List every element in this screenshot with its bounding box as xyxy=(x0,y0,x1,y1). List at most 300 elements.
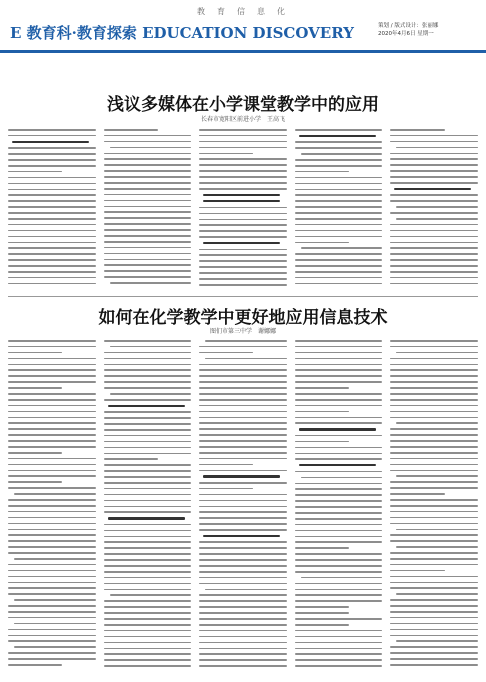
text-line xyxy=(295,453,383,455)
text-line xyxy=(8,487,96,489)
text-line xyxy=(295,642,383,644)
text-line xyxy=(390,570,444,572)
text-line xyxy=(8,265,96,267)
text-line xyxy=(390,182,478,184)
article-1-byline: 长春市宽阳区前进小学 王高飞 xyxy=(200,116,285,123)
text-line xyxy=(295,352,383,354)
text-line xyxy=(104,511,192,513)
text-line xyxy=(199,393,287,395)
text-line xyxy=(8,352,62,354)
text-line xyxy=(8,183,96,185)
text-line xyxy=(199,236,287,238)
text-line xyxy=(199,606,287,608)
text-line xyxy=(104,630,192,632)
text-line xyxy=(104,223,192,225)
text-line xyxy=(104,129,158,131)
text-line xyxy=(390,158,478,160)
text-line xyxy=(199,446,287,448)
text-line xyxy=(104,399,192,401)
text-line xyxy=(199,541,287,543)
text-line xyxy=(199,158,287,160)
text-line xyxy=(199,624,287,626)
text-line xyxy=(390,271,478,273)
text-line xyxy=(8,259,96,261)
text-line xyxy=(295,524,383,526)
text-line xyxy=(199,381,287,383)
text-line xyxy=(199,147,287,149)
text-line xyxy=(390,464,478,466)
text-line xyxy=(104,270,192,272)
text-line xyxy=(299,464,376,466)
text-line xyxy=(8,446,96,448)
text-line xyxy=(199,636,287,638)
text-line xyxy=(390,411,478,413)
text-line xyxy=(8,153,96,155)
text-line xyxy=(8,369,96,371)
text-line xyxy=(104,494,192,496)
text-line xyxy=(295,636,383,638)
text-line xyxy=(295,500,383,502)
text-line xyxy=(199,254,287,256)
text-line xyxy=(390,253,478,255)
text-line xyxy=(390,153,478,155)
text-line xyxy=(8,200,96,202)
text-line xyxy=(104,241,192,243)
text-line xyxy=(199,511,287,513)
text-line xyxy=(390,440,478,442)
text-line xyxy=(295,200,383,202)
text-line xyxy=(390,658,478,660)
text-line xyxy=(199,188,287,190)
text-line xyxy=(301,247,383,249)
text-line xyxy=(8,428,96,430)
text-line xyxy=(104,352,192,354)
text-line xyxy=(199,417,287,419)
text-line xyxy=(199,612,287,614)
text-line xyxy=(104,482,192,484)
text-line xyxy=(299,428,376,430)
text-line xyxy=(396,206,478,208)
text-line xyxy=(104,606,192,608)
text-line xyxy=(295,405,383,407)
text-line xyxy=(295,165,383,167)
text-line xyxy=(14,623,96,625)
text-line xyxy=(199,352,253,354)
text-line xyxy=(295,565,383,567)
text-line xyxy=(295,183,383,185)
text-line xyxy=(104,553,192,555)
text-line xyxy=(390,358,478,360)
text-line xyxy=(104,624,192,626)
text-line xyxy=(390,141,478,143)
text-line xyxy=(390,664,478,666)
text-line xyxy=(8,635,96,637)
text-line xyxy=(295,559,383,561)
text-column xyxy=(199,129,287,290)
text-column xyxy=(295,340,383,671)
text-line xyxy=(295,648,383,650)
text-line xyxy=(295,159,383,161)
edition-info xyxy=(378,22,478,38)
text-line xyxy=(295,259,383,261)
text-line xyxy=(8,582,96,584)
text-line xyxy=(8,358,96,360)
text-line xyxy=(104,435,192,437)
text-line xyxy=(295,483,383,485)
text-line xyxy=(104,458,158,460)
text-line xyxy=(199,170,287,172)
text-line xyxy=(104,488,192,490)
text-column xyxy=(8,340,96,670)
text-line xyxy=(199,153,253,155)
text-line xyxy=(199,523,287,525)
text-line xyxy=(390,230,478,232)
text-line xyxy=(390,340,478,342)
text-line xyxy=(8,346,96,348)
text-line xyxy=(199,630,287,632)
text-line xyxy=(108,517,185,519)
text-line xyxy=(104,530,192,532)
text-line xyxy=(8,658,96,660)
text-line xyxy=(8,587,96,589)
text-line xyxy=(104,583,192,585)
text-line xyxy=(390,170,478,172)
text-line xyxy=(203,242,280,244)
text-line xyxy=(8,452,62,454)
text-line xyxy=(390,623,478,625)
text-line xyxy=(8,399,96,401)
text-line xyxy=(199,375,287,377)
text-line xyxy=(203,475,280,477)
text-line xyxy=(390,564,478,566)
text-line xyxy=(203,194,280,196)
text-line xyxy=(390,164,478,166)
text-line xyxy=(104,589,192,591)
text-line xyxy=(390,458,478,460)
text-line xyxy=(104,164,192,166)
text-line xyxy=(390,517,478,519)
text-line xyxy=(295,147,383,149)
text-line xyxy=(104,217,192,219)
text-line xyxy=(8,546,96,548)
text-line xyxy=(199,440,287,442)
text-line xyxy=(199,500,287,502)
text-line xyxy=(8,664,62,666)
text-line xyxy=(199,464,253,466)
text-line xyxy=(295,536,383,538)
text-line xyxy=(8,576,96,578)
text-line xyxy=(104,547,192,549)
text-line xyxy=(390,635,478,637)
text-line xyxy=(104,235,192,237)
text-line xyxy=(8,499,96,501)
text-line xyxy=(199,411,287,413)
text-line xyxy=(295,441,349,443)
text-line xyxy=(104,648,192,650)
text-line xyxy=(390,505,478,507)
text-line xyxy=(390,434,478,436)
text-line xyxy=(104,559,192,561)
text-line xyxy=(295,600,383,602)
text-line xyxy=(199,506,287,508)
text-line xyxy=(199,482,287,484)
text-line xyxy=(104,375,192,377)
text-line xyxy=(8,271,96,273)
text-line xyxy=(8,283,96,285)
text-line xyxy=(199,176,287,178)
text-line xyxy=(396,593,478,595)
text-line xyxy=(390,511,478,513)
text-line xyxy=(8,364,96,366)
text-line xyxy=(8,552,96,554)
text-line xyxy=(295,422,383,424)
text-line xyxy=(8,422,96,424)
text-line xyxy=(104,411,192,413)
text-line xyxy=(295,364,383,366)
text-line xyxy=(390,135,478,137)
text-line xyxy=(390,481,478,483)
text-line xyxy=(390,236,478,238)
text-line xyxy=(8,177,96,179)
text-line xyxy=(199,600,287,602)
text-line xyxy=(104,206,192,208)
text-line xyxy=(199,405,287,407)
text-line xyxy=(295,512,383,514)
text-line xyxy=(199,547,287,549)
text-line xyxy=(8,540,96,542)
text-line xyxy=(390,582,478,584)
text-line xyxy=(199,369,287,371)
text-line xyxy=(390,283,478,285)
text-line xyxy=(295,230,383,232)
text-line xyxy=(8,405,96,407)
top-line: 教育信息化 xyxy=(197,7,297,16)
text-line xyxy=(295,665,383,667)
text-line xyxy=(199,659,287,661)
text-line xyxy=(104,141,192,143)
text-line xyxy=(199,346,287,348)
editor-info: 策划 / 版式设计：张丽娜 xyxy=(378,23,439,29)
masthead xyxy=(0,16,486,50)
text-line xyxy=(8,475,96,477)
text-line xyxy=(396,475,478,477)
text-line xyxy=(390,200,478,202)
text-line xyxy=(104,636,192,638)
text-line xyxy=(199,387,287,389)
text-line xyxy=(390,487,478,489)
text-line xyxy=(199,399,287,401)
text-line xyxy=(295,358,383,360)
text-line xyxy=(8,570,96,572)
text-line xyxy=(199,583,287,585)
text-line xyxy=(295,218,383,220)
text-line xyxy=(199,164,287,166)
text-line xyxy=(295,494,383,496)
text-line xyxy=(104,135,192,137)
text-line xyxy=(8,617,96,619)
text-line xyxy=(8,517,96,519)
text-line xyxy=(295,177,383,179)
text-line xyxy=(390,176,478,178)
text-line xyxy=(199,284,287,286)
text-line xyxy=(199,224,287,226)
text-line xyxy=(390,452,478,454)
text-line xyxy=(295,171,349,173)
text-line xyxy=(295,518,383,520)
text-line xyxy=(295,589,383,591)
text-line xyxy=(199,266,287,268)
text-line xyxy=(295,612,349,614)
text-line xyxy=(104,188,192,190)
text-line xyxy=(104,182,192,184)
text-line xyxy=(8,440,96,442)
text-line xyxy=(8,135,96,137)
text-line xyxy=(104,659,192,661)
text-line xyxy=(295,277,383,279)
text-line xyxy=(199,665,287,667)
text-column xyxy=(8,129,96,289)
text-line xyxy=(104,665,192,667)
text-line xyxy=(295,253,383,255)
text-line xyxy=(199,577,287,579)
text-line xyxy=(390,247,478,249)
text-line xyxy=(8,529,96,531)
text-line xyxy=(104,229,192,231)
text-line xyxy=(390,346,478,348)
text-line xyxy=(8,206,96,208)
text-line xyxy=(199,529,287,531)
text-line xyxy=(199,364,287,366)
text-line xyxy=(295,594,383,596)
text-line xyxy=(104,453,192,455)
text-line xyxy=(108,405,185,407)
text-line xyxy=(104,264,192,266)
text-line xyxy=(104,571,192,573)
text-line xyxy=(390,265,478,267)
text-line xyxy=(205,340,287,342)
text-line xyxy=(299,135,376,137)
text-line xyxy=(295,458,383,460)
text-line xyxy=(199,553,287,555)
text-line xyxy=(295,553,383,555)
text-line xyxy=(8,652,96,654)
text-line xyxy=(203,200,280,202)
text-line xyxy=(390,224,478,226)
text-line xyxy=(295,630,383,632)
text-line xyxy=(390,605,478,607)
text-line xyxy=(396,422,478,424)
text-line xyxy=(390,599,478,601)
article-1-headline: 浅议多媒体在小学课堂教学中的应用 xyxy=(107,95,379,115)
text-line xyxy=(104,500,192,502)
text-line xyxy=(8,189,96,191)
text-line xyxy=(8,523,96,525)
text-line xyxy=(8,159,96,161)
text-line xyxy=(390,194,478,196)
text-line xyxy=(390,446,478,448)
text-line xyxy=(390,611,478,613)
issue-date: 2020年4月6日 星期一 xyxy=(378,31,434,37)
text-line xyxy=(203,535,280,537)
text-line xyxy=(199,249,287,251)
text-line xyxy=(104,158,192,160)
text-line xyxy=(8,230,96,232)
text-line xyxy=(390,470,478,472)
text-line xyxy=(8,129,96,131)
text-line xyxy=(8,224,96,226)
text-line xyxy=(295,393,383,395)
text-line xyxy=(390,242,478,244)
text-line xyxy=(104,470,192,472)
text-line xyxy=(390,629,478,631)
text-line xyxy=(104,381,192,383)
text-line xyxy=(199,458,287,460)
text-line xyxy=(110,147,192,149)
text-line xyxy=(199,653,287,655)
text-column xyxy=(295,129,383,289)
text-line xyxy=(104,536,192,538)
text-line xyxy=(110,594,192,596)
text-line xyxy=(205,589,287,591)
text-line xyxy=(104,506,192,508)
text-line xyxy=(104,176,192,178)
text-line xyxy=(8,236,96,238)
text-line xyxy=(8,147,96,149)
text-line xyxy=(295,447,383,449)
text-line xyxy=(199,565,287,567)
text-line xyxy=(390,428,478,430)
text-column xyxy=(390,340,478,670)
text-line xyxy=(8,464,96,466)
text-line xyxy=(12,141,89,143)
text-line xyxy=(199,230,287,232)
text-line xyxy=(8,611,96,613)
text-line xyxy=(390,364,478,366)
text-line xyxy=(104,600,192,602)
text-line xyxy=(8,194,96,196)
text-line xyxy=(295,236,383,238)
text-line xyxy=(295,387,349,389)
text-line xyxy=(199,213,287,215)
text-line xyxy=(8,640,96,642)
text-column xyxy=(199,340,287,671)
text-line xyxy=(8,434,96,436)
text-line xyxy=(199,494,287,496)
text-line xyxy=(295,471,383,473)
text-line xyxy=(8,247,96,249)
text-line xyxy=(295,488,383,490)
text-line xyxy=(8,470,96,472)
text-line xyxy=(390,534,478,536)
text-line xyxy=(396,352,478,354)
text-line xyxy=(390,259,478,261)
text-line xyxy=(390,212,478,214)
text-line xyxy=(390,277,478,279)
text-line xyxy=(8,534,96,536)
text-line xyxy=(199,422,287,424)
text-line xyxy=(104,247,192,249)
text-line xyxy=(8,411,96,413)
text-line xyxy=(110,282,192,284)
text-line xyxy=(390,617,478,619)
text-line xyxy=(199,594,287,596)
text-line xyxy=(199,141,287,143)
text-line xyxy=(295,271,383,273)
text-line xyxy=(295,141,383,143)
text-line xyxy=(390,387,478,389)
text-line xyxy=(199,642,287,644)
article-2-byline: 图们市第三中学 谢娜娜 xyxy=(209,328,276,335)
